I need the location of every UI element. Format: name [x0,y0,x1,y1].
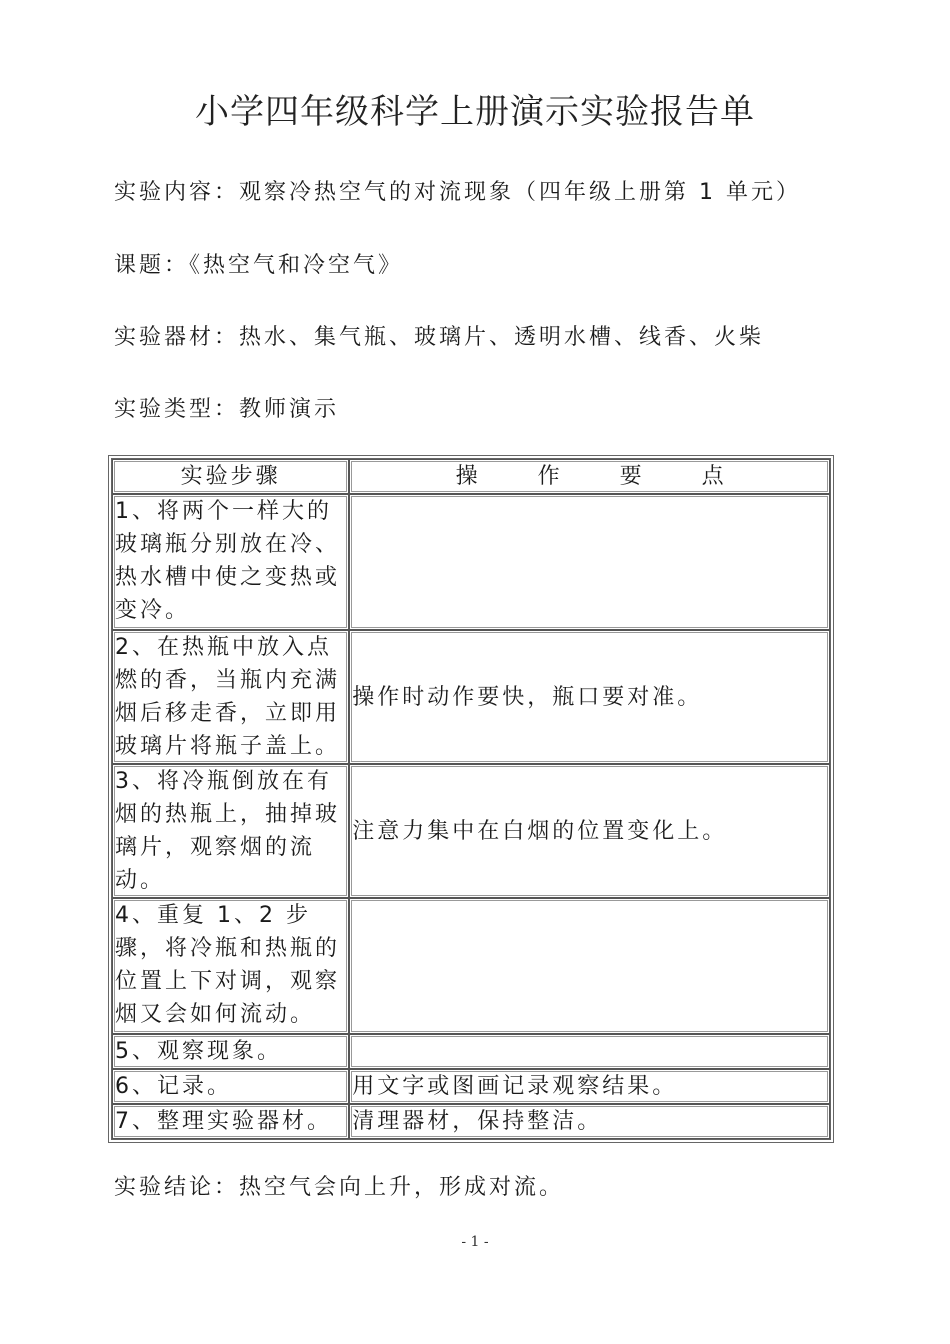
step-cell: 1、将两个一样大的玻璃瓶分别放在冷、热水槽中使之变热或变冷。 [112,494,349,630]
note-cell [349,1034,830,1069]
materials-label: 实验器材： [114,325,240,350]
conclusion-label: 实验结论： [114,1175,240,1200]
table-row [112,764,830,898]
step-cell: 4、重复 1、2 步骤，将冷瓶和热瓶的位置上下对调，观察烟又会如何流动。 [112,898,349,1034]
conclusion-line [114,1170,564,1201]
step-cell: 5、观察现象。 [112,1034,349,1069]
step-cell: 2、在热瓶中放入点燃的香，当瓶内充满烟后移走香，立即用玻璃片将瓶子盖上。 [112,630,349,764]
table-row [112,1034,830,1069]
page-number: - 1 - [461,1234,489,1250]
note-cell: 注意力集中在白烟的位置变化上。 [349,764,830,898]
topic-line [114,248,403,279]
note-cell: 清理器材，保持整洁。 [349,1104,830,1139]
experiment-type-label: 实验类型： [114,397,240,422]
table-row [112,494,830,630]
table-row [112,1104,830,1139]
experiment-type-value: 教师演示 [239,397,340,422]
step-cell: 7、整理实验器材。 [112,1104,349,1139]
materials-value: 热水、集气瓶、玻璃片、透明水槽、线香、火柴 [239,325,765,350]
page-title: 小学四年级科学上册演示实验报告单 [195,92,755,132]
topic-label: 课题： [114,253,190,278]
conclusion-value: 热空气会向上升，形成对流。 [239,1175,565,1200]
table-row [112,898,830,1034]
header-key-points: 操作要点 [349,459,830,494]
note-cell: 用文字或图画记录观察结果。 [349,1069,830,1104]
experiment-content-value: 观察冷热空气的对流现象（四年级上册第 1 单元） [239,180,802,205]
steps-table [111,458,831,1140]
experiment-content-label: 实验内容： [114,180,240,205]
header-steps: 实验步骤 [112,459,349,494]
topic-value: 《热空气和冷空气》 [189,253,404,278]
note-cell [349,494,830,630]
note-cell: 操作时动作要快，瓶口要对准。 [349,630,830,764]
experiment-content-line [114,175,801,206]
table-row [112,630,830,764]
note-cell [349,898,830,1034]
experiment-type-line [114,392,339,423]
table-row [112,1069,830,1104]
materials-line [114,320,764,351]
step-cell: 3、将冷瓶倒放在有烟的热瓶上，抽掉玻璃片，观察烟的流动。 [112,764,349,898]
table-header-row [112,459,830,494]
step-cell: 6、记录。 [112,1069,349,1104]
